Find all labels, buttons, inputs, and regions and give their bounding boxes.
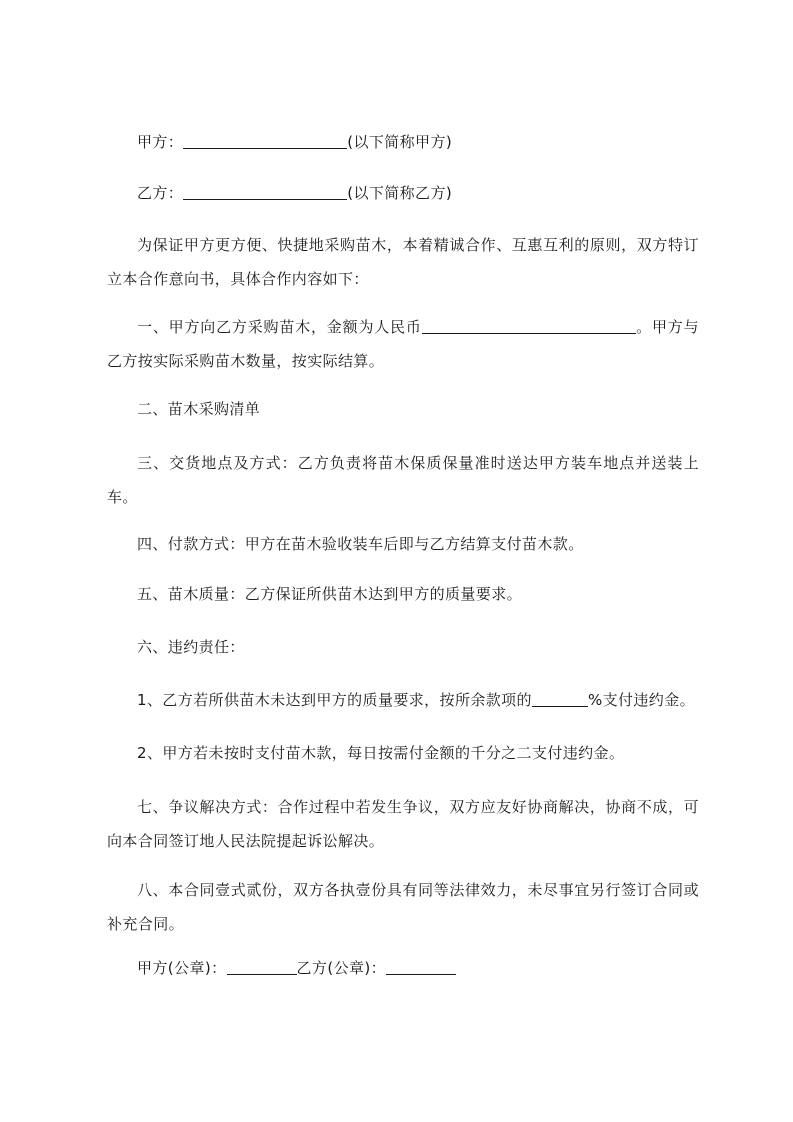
clause-8-paragraph: 八、本合同壹式贰份，双方各执壹份具有同等法律效力，未尽事宜另行签订合同或补充合同。: [107, 881, 699, 933]
party-b-seal-blank: [386, 958, 456, 975]
party-b-label: 乙方：: [137, 184, 184, 202]
clause-6-heading: 六、违约责任：: [137, 638, 245, 656]
clause-5-paragraph: 五、苗木质量：乙方保证所供苗木达到甲方的质量要求。: [137, 585, 523, 603]
party-a-suffix: (以下简称甲方): [347, 133, 453, 151]
party-a-label: 甲方：: [137, 133, 184, 151]
signature-line: [137, 956, 456, 980]
clause-3-paragraph: 三、交货地点及方式：乙方负责将苗木保质保量准时送达甲方装车地点并送装上车。: [107, 454, 699, 506]
party-b-suffix: (以下简称乙方): [347, 184, 453, 202]
intro-paragraph: 为保证甲方更方便、快捷地采购苗木，本着精诚合作、互惠互利的原则，双方特订立本合作意向书，具体合作内容如下：: [107, 236, 699, 288]
clause-6-1-prefix: 1、乙方若所供苗木未达到甲方的质量要求，按所余款项的: [137, 691, 532, 709]
party-a-name-blank: [183, 132, 347, 149]
party-b-line: [137, 181, 452, 205]
clause-2-heading: 二、苗木采购清单: [137, 400, 261, 418]
clause-1-paragraph: [107, 310, 699, 378]
party-a-line: [137, 130, 452, 154]
clause-7-paragraph: 七、争议解决方式：合作过程中若发生争议，双方应友好协商解决，协商不成，可向本合同签订地人民法院提起诉讼解决。: [107, 798, 699, 850]
clause-6-2-paragraph: 2、甲方若未按时支付苗木款，每日按需付金额的千分之二支付违约金。: [137, 744, 625, 762]
clause-4-paragraph: 四、付款方式：甲方在苗木验收装车后即与乙方结算支付苗木款。: [137, 535, 584, 553]
clause-6-1-paragraph: [137, 688, 695, 712]
party-b-seal-label: 乙方(公章)：: [296, 959, 387, 977]
clause-1-prefix: 一、甲方向乙方采购苗木，金额为人民币: [137, 318, 422, 336]
party-a-seal-label: 甲方(公章)：: [137, 959, 227, 977]
clause-6-1-suffix: %支付违约金。: [587, 691, 696, 709]
party-b-name-blank: [183, 183, 347, 200]
clause-1-suffix: 。甲方与乙方按实际采购苗木数量，按实际结算。: [107, 318, 699, 370]
penalty-percent-blank: [532, 690, 588, 707]
party-a-seal-blank: [227, 958, 297, 975]
amount-blank: [422, 317, 636, 334]
